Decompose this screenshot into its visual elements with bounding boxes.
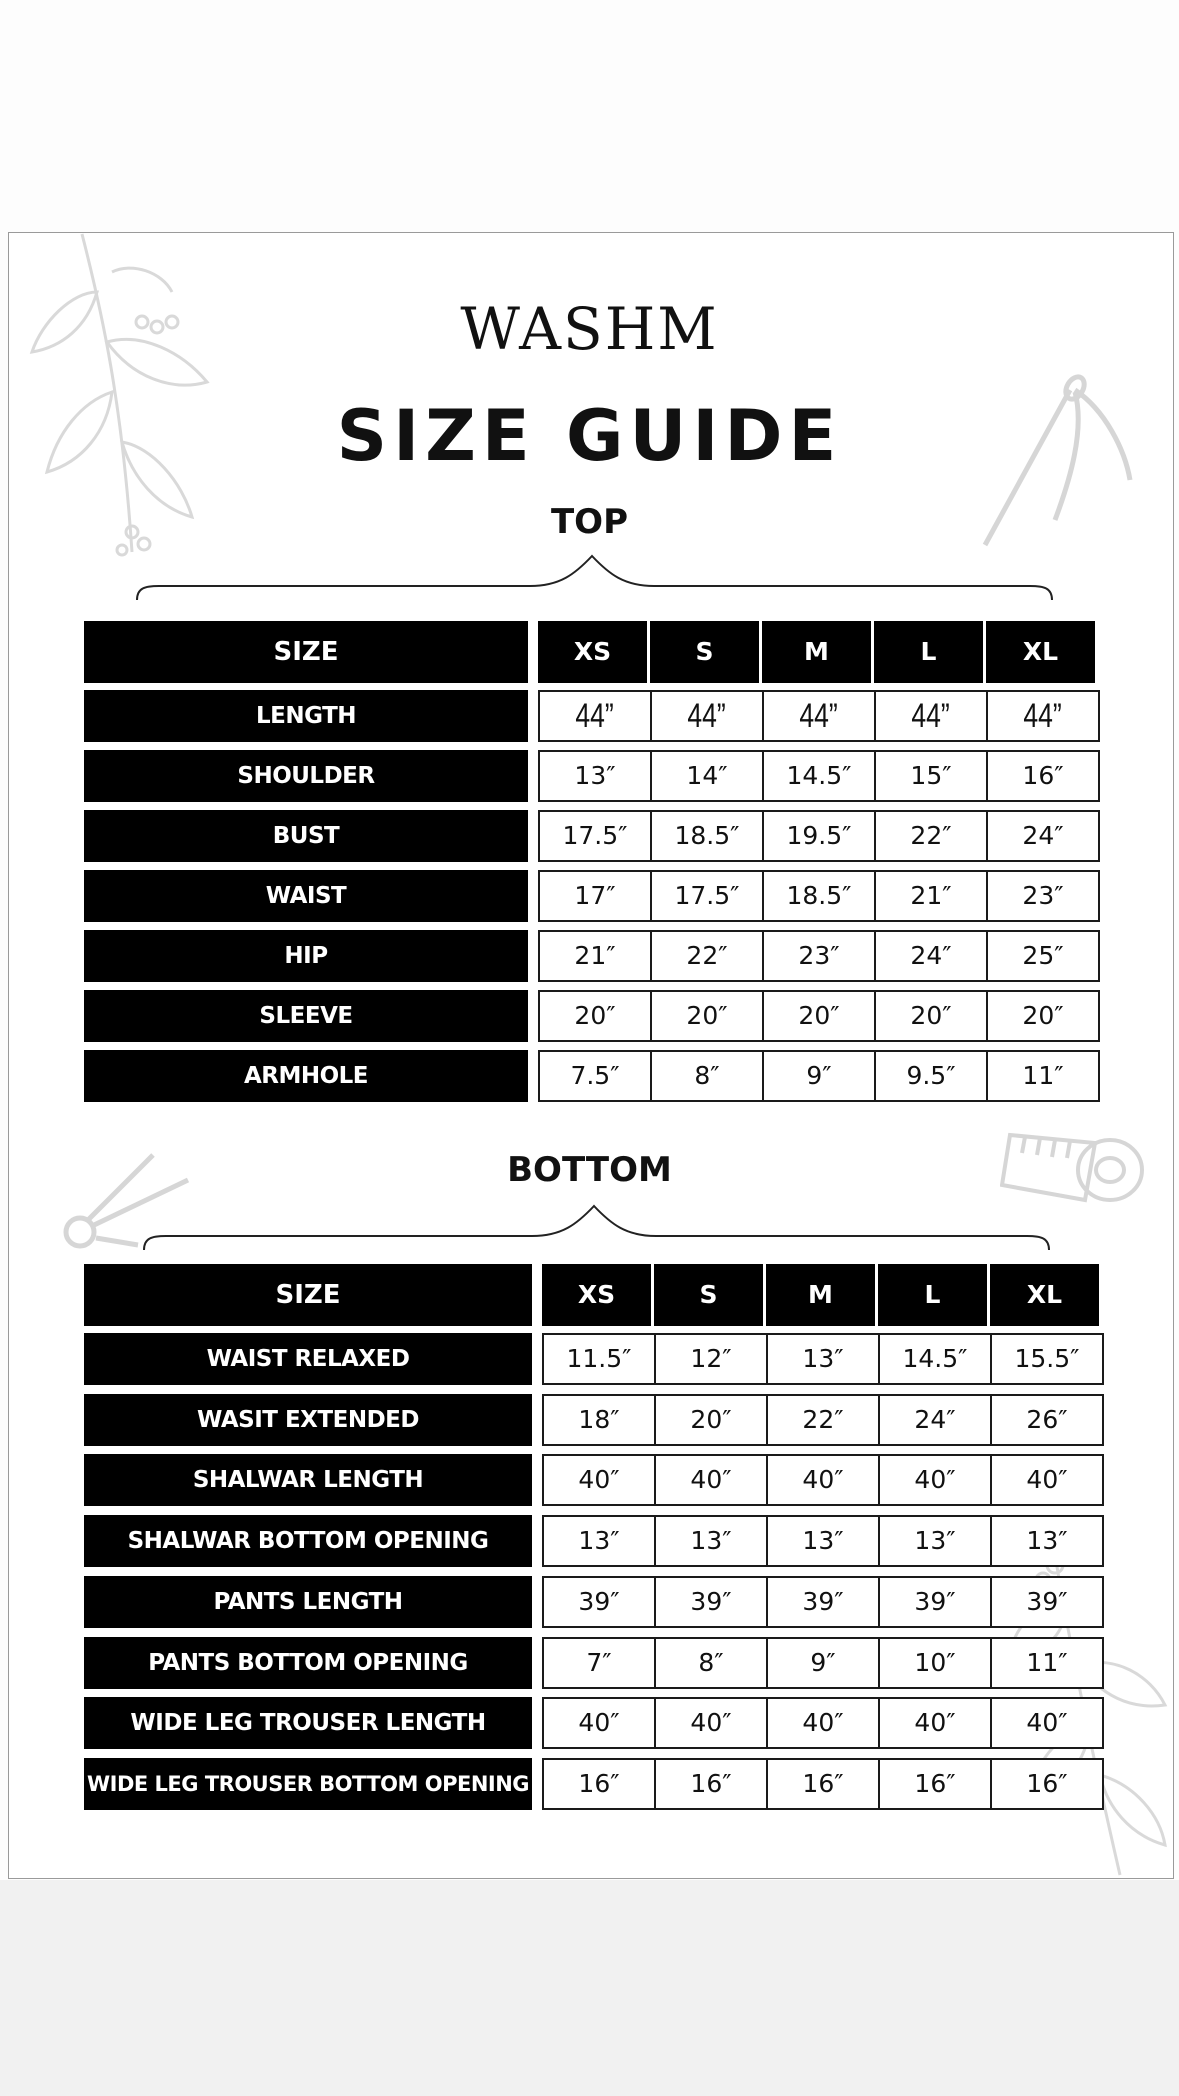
measurement-cell <box>990 1515 1104 1567</box>
bottom-section-title: BOTTOM <box>507 1150 672 1190</box>
measurement-cell <box>874 990 988 1042</box>
measurement-cell <box>990 1576 1104 1628</box>
measurement-value: 44” <box>687 697 727 735</box>
measurement-cell <box>538 870 652 922</box>
measurement-cell <box>650 930 764 982</box>
measurement-cell <box>538 750 652 802</box>
row-label: SHALWAR LENGTH <box>84 1454 532 1506</box>
measurement-value: 13″ <box>802 1344 844 1373</box>
row-label: WASIT EXTENDED <box>84 1394 532 1446</box>
measurement-cell <box>654 1333 768 1385</box>
measurement-value: 11.5″ <box>566 1344 632 1373</box>
measurement-value: 7″ <box>586 1647 612 1677</box>
measurement-cell <box>654 1454 768 1506</box>
measurement-cell <box>542 1697 656 1749</box>
measurement-cell <box>654 1576 768 1628</box>
measurement-cell <box>538 810 652 862</box>
measurement-value: 39″ <box>914 1586 956 1616</box>
row-label: LENGTH <box>84 690 528 742</box>
measurement-cell <box>878 1394 992 1446</box>
measurement-cell <box>542 1454 656 1506</box>
size-header-s: S <box>654 1264 763 1326</box>
measurement-cell <box>538 1050 652 1102</box>
row-label: SHOULDER <box>84 750 528 802</box>
measurement-cell <box>542 1333 656 1385</box>
measurement-value: 16″ <box>914 1768 956 1798</box>
measurement-value: 40″ <box>578 1465 620 1495</box>
measurement-cell <box>650 690 764 742</box>
measurement-value: 12″ <box>690 1344 732 1373</box>
measurement-cell <box>990 1333 1104 1385</box>
measurement-value: 18″ <box>578 1404 620 1434</box>
bottom-brace-divider <box>142 1202 1052 1252</box>
measurement-cell <box>766 1515 880 1567</box>
page-footer-band <box>0 1880 1179 2096</box>
measurement-cell <box>762 990 876 1042</box>
measurement-cell <box>766 1576 880 1628</box>
size-header-xs: XS <box>538 621 647 683</box>
measurement-cell <box>650 990 764 1042</box>
measurement-value: 17″ <box>574 881 616 910</box>
measurement-value: 26″ <box>1026 1404 1068 1434</box>
measurement-value: 40″ <box>1026 1708 1068 1738</box>
measurement-value: 24″ <box>914 1404 956 1434</box>
measurement-value: 9.5″ <box>906 1061 956 1090</box>
measurement-value: 20″ <box>910 1001 952 1030</box>
row-label: WIDE LEG TROUSER LENGTH <box>84 1697 532 1749</box>
measurement-cell <box>986 930 1100 982</box>
measurement-value: 44” <box>575 697 615 735</box>
measurement-value: 16″ <box>690 1768 732 1798</box>
measurement-value: 40″ <box>802 1708 844 1738</box>
size-header-xl: XL <box>990 1264 1099 1326</box>
measurement-cell <box>654 1758 768 1810</box>
measurement-value: 39″ <box>1026 1586 1068 1616</box>
row-label: WIDE LEG TROUSER BOTTOM OPENING <box>84 1758 532 1810</box>
row-label: SLEEVE <box>84 990 528 1042</box>
measurement-value: 21″ <box>910 881 952 910</box>
measurement-cell <box>874 810 988 862</box>
measurement-cell <box>986 870 1100 922</box>
measurement-cell <box>650 870 764 922</box>
measurement-cell <box>654 1637 768 1689</box>
measurement-cell <box>990 1394 1104 1446</box>
measurement-value: 21″ <box>574 941 616 970</box>
measurement-value: 14″ <box>686 761 728 790</box>
measurement-value: 22″ <box>910 821 952 850</box>
measurement-value: 9″ <box>806 1061 832 1090</box>
measurement-value: 23″ <box>1022 881 1064 910</box>
measurement-cell <box>542 1576 656 1628</box>
measurement-cell <box>766 1758 880 1810</box>
measurement-cell <box>766 1454 880 1506</box>
measurement-value: 13″ <box>914 1526 956 1556</box>
measurement-value: 39″ <box>690 1586 732 1616</box>
measurement-value: 17.5″ <box>674 881 740 910</box>
measurement-cell <box>654 1697 768 1749</box>
top-brace-divider <box>135 552 1055 602</box>
measurement-value: 18.5″ <box>674 821 740 850</box>
row-label: PANTS BOTTOM OPENING <box>84 1637 532 1689</box>
measurement-value: 16″ <box>1022 761 1064 790</box>
measurement-value: 40″ <box>1026 1465 1068 1495</box>
row-label: HIP <box>84 930 528 982</box>
measurement-cell <box>990 1758 1104 1810</box>
size-header-xs: XS <box>542 1264 651 1326</box>
measurement-value: 8″ <box>698 1647 724 1677</box>
measurement-value: 40″ <box>690 1465 732 1495</box>
measurement-value: 22″ <box>802 1404 844 1434</box>
measurement-value: 15″ <box>910 761 952 790</box>
measurement-cell <box>878 1576 992 1628</box>
measurement-value: 11″ <box>1026 1647 1068 1677</box>
measurement-cell <box>766 1394 880 1446</box>
measurement-value: 20″ <box>574 1001 616 1030</box>
measurement-value: 40″ <box>802 1465 844 1495</box>
measurement-value: 19.5″ <box>786 821 852 850</box>
size-header-l: L <box>874 621 983 683</box>
measurement-value: 20″ <box>1022 1001 1064 1030</box>
measurement-cell <box>542 1637 656 1689</box>
measurement-cell <box>650 750 764 802</box>
measurement-cell <box>990 1454 1104 1506</box>
measurement-cell <box>986 1050 1100 1102</box>
measurement-value: 39″ <box>578 1586 620 1616</box>
brand-logo: WASHM <box>460 295 719 363</box>
measurement-value: 13″ <box>1026 1526 1068 1556</box>
measurement-value: 44” <box>1023 697 1063 735</box>
measurement-cell <box>878 1333 992 1385</box>
measurement-value: 13″ <box>578 1526 620 1556</box>
measurement-cell <box>762 930 876 982</box>
measurement-cell <box>766 1697 880 1749</box>
measurement-cell <box>766 1333 880 1385</box>
measurement-cell <box>766 1637 880 1689</box>
row-label: ARMHOLE <box>84 1050 528 1102</box>
measurement-value: 24″ <box>910 941 952 970</box>
measurement-value: 13″ <box>802 1526 844 1556</box>
measurement-value: 24″ <box>1022 821 1064 850</box>
measurement-cell <box>986 810 1100 862</box>
measurement-value: 14.5″ <box>902 1344 968 1373</box>
measurement-cell <box>986 750 1100 802</box>
measurement-cell <box>650 1050 764 1102</box>
row-label: BUST <box>84 810 528 862</box>
measurement-cell <box>654 1515 768 1567</box>
measurement-value: 20″ <box>686 1001 728 1030</box>
measurement-cell <box>986 990 1100 1042</box>
row-label: WAIST RELAXED <box>84 1333 532 1385</box>
size-header-label: SIZE <box>84 1264 532 1326</box>
measurement-value: 20″ <box>690 1404 732 1434</box>
measurement-cell <box>874 690 988 742</box>
measurement-value: 39″ <box>802 1586 844 1616</box>
measurement-value: 25″ <box>1022 941 1064 970</box>
measurement-cell <box>874 750 988 802</box>
measurement-cell <box>874 1050 988 1102</box>
measurement-value: 20″ <box>798 1001 840 1030</box>
measurement-value: 9″ <box>810 1647 836 1677</box>
measurement-value: 40″ <box>578 1708 620 1738</box>
measurement-value: 40″ <box>914 1708 956 1738</box>
measurement-value: 44” <box>911 697 951 735</box>
measurement-cell <box>990 1697 1104 1749</box>
measurement-value: 40″ <box>914 1465 956 1495</box>
measurement-cell <box>762 750 876 802</box>
measurement-cell <box>654 1394 768 1446</box>
measurement-cell <box>538 690 652 742</box>
measurement-cell <box>878 1758 992 1810</box>
measurement-cell <box>874 870 988 922</box>
measurement-value: 10″ <box>914 1647 956 1677</box>
measurement-cell <box>878 1454 992 1506</box>
measurement-cell <box>538 990 652 1042</box>
size-header-l: L <box>878 1264 987 1326</box>
measurement-cell <box>538 930 652 982</box>
measurement-value: 16″ <box>1026 1768 1068 1798</box>
measurement-value: 16″ <box>578 1768 620 1798</box>
size-header-s: S <box>650 621 759 683</box>
measurement-value: 14.5″ <box>786 761 852 790</box>
size-header-xl: XL <box>986 621 1095 683</box>
measurement-value: 7.5″ <box>570 1061 620 1090</box>
measurement-value: 18.5″ <box>786 881 852 910</box>
measurement-cell <box>986 690 1100 742</box>
measurement-value: 16″ <box>802 1768 844 1798</box>
measurement-cell <box>990 1637 1104 1689</box>
top-section-title: TOP <box>550 502 628 542</box>
measurement-value: 44” <box>799 697 839 735</box>
measurement-value: 13″ <box>574 761 616 790</box>
size-header-m: M <box>762 621 871 683</box>
size-header-label: SIZE <box>84 621 528 683</box>
measurement-value: 22″ <box>686 941 728 970</box>
measurement-cell <box>542 1758 656 1810</box>
row-label: SHALWAR BOTTOM OPENING <box>84 1515 532 1567</box>
measurement-value: 23″ <box>798 941 840 970</box>
measurement-cell <box>878 1637 992 1689</box>
size-header-m: M <box>766 1264 875 1326</box>
measurement-cell <box>762 1050 876 1102</box>
measurement-value: 40″ <box>690 1708 732 1738</box>
row-label: PANTS LENGTH <box>84 1576 532 1628</box>
measurement-cell <box>542 1515 656 1567</box>
measurement-cell <box>878 1515 992 1567</box>
measurement-cell <box>762 690 876 742</box>
measurement-value: 17.5″ <box>562 821 628 850</box>
measurement-value: 13″ <box>690 1526 732 1556</box>
measurement-cell <box>878 1697 992 1749</box>
measurement-value: 11″ <box>1022 1061 1064 1090</box>
measurement-cell <box>650 810 764 862</box>
measurement-cell <box>762 870 876 922</box>
page-title: SIZE GUIDE <box>336 395 843 477</box>
measurement-cell <box>762 810 876 862</box>
measurement-cell <box>874 930 988 982</box>
measurement-cell <box>542 1394 656 1446</box>
measurement-value: 8″ <box>694 1061 720 1090</box>
measurement-value: 15.5″ <box>1014 1344 1080 1373</box>
row-label: WAIST <box>84 870 528 922</box>
